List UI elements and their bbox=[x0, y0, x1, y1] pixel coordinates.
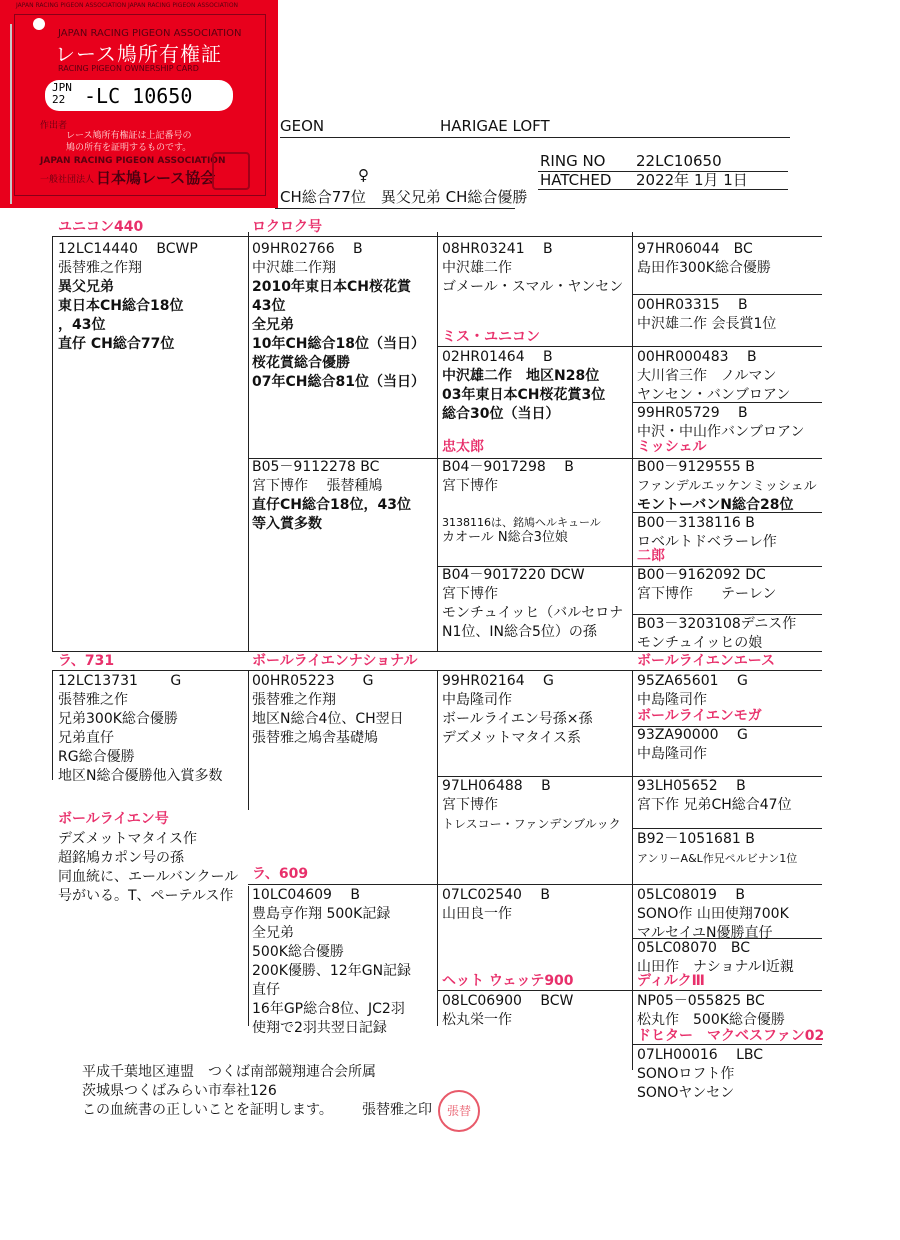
g4-b4-ring: B03－3203108デニス作 bbox=[637, 616, 797, 632]
g4-c2-ring: 93ZA90000 G bbox=[637, 727, 748, 743]
dds-block bbox=[442, 886, 550, 924]
card-notice-2: 鳩の所有を証明するものです。 bbox=[66, 143, 192, 153]
ss-breeder: 中沢雄二作翔 bbox=[252, 260, 336, 276]
ss-block bbox=[252, 240, 425, 392]
sdd-note-2: N1位、IN総合5位）の孫 bbox=[442, 624, 597, 640]
dss-block bbox=[442, 672, 592, 748]
g4-d4-ring: 07LH00016 LBC bbox=[637, 1047, 764, 1063]
g4-d2-note: 山田作 ナショナルⅠ近親 bbox=[637, 959, 794, 975]
ddd-breeder: 松丸栄一作 bbox=[442, 1012, 512, 1028]
g4-a4 bbox=[637, 404, 804, 442]
g4-a4-ring: 99HR05729 B bbox=[637, 405, 748, 421]
ssd-breeder: 中沢雄二作 地区N28位 bbox=[442, 368, 600, 384]
grid-h-c3 bbox=[632, 828, 822, 829]
g4-a2-ring: 00HR03315 B bbox=[637, 297, 748, 313]
dds-ring: 07LC02540 B bbox=[442, 887, 550, 903]
card-title-jp: レース鳩所有権証 bbox=[55, 42, 222, 66]
grid-h-d0 bbox=[248, 884, 822, 885]
dss-note-2: デズメットマタイス系 bbox=[442, 730, 582, 746]
grid-v3-top bbox=[632, 232, 633, 652]
g4-c2-name: ボールライエンモガ bbox=[637, 708, 762, 724]
g4-d3-ring: NP05－055825 BC bbox=[637, 993, 765, 1009]
g4-a1-note: 島田作300K総合優勝 bbox=[637, 260, 771, 276]
g4-d3-note: 松丸作 500K総合優勝 bbox=[637, 1012, 785, 1028]
dd-block bbox=[252, 886, 411, 1038]
summary-text: CH総合77位 異父兄弟 CH総合優勝 bbox=[280, 188, 528, 206]
g4-c2-note: 中島隆司作 bbox=[637, 746, 707, 762]
sss-ring: 08HR03241 B bbox=[442, 241, 553, 257]
sss-block bbox=[442, 240, 623, 297]
sds-ring: B04－9017298 B bbox=[442, 459, 574, 475]
card-ring-number: -LC 10650 bbox=[84, 84, 193, 108]
g4-d4-note-2: SONOヤンセン bbox=[637, 1085, 735, 1101]
g4-b1 bbox=[637, 458, 817, 515]
ss-name: ロクロク号 bbox=[252, 219, 322, 235]
g4-b2-note: ロベルトドベラーレ作 bbox=[637, 534, 777, 550]
sss-breeder: 中沢雄二作 bbox=[442, 260, 512, 276]
dsd-breeder: 宮下博作 bbox=[442, 797, 498, 813]
sdd-breeder: 宮下博作 bbox=[442, 586, 498, 602]
sd-note-2: 等入賞多数 bbox=[252, 516, 322, 532]
g4-d2-ring: 05LC08070 BC bbox=[637, 940, 751, 956]
card-edge-text: JAPAN RACING PIGEON ASSOCIATION JAPAN RACING PIGEON ASSOCIATION bbox=[16, 2, 239, 9]
dam-relative-name: ボールライエン号 bbox=[58, 811, 169, 827]
ds-block bbox=[252, 672, 404, 748]
g4-b3-note: 宮下博作 テーレン bbox=[637, 586, 777, 602]
ds-note-1: 地区N総合4位、CH翌日 bbox=[252, 711, 404, 727]
g4-b2-ring: B00－3138116 B bbox=[637, 515, 755, 531]
ring-label: RING NO bbox=[540, 152, 606, 170]
sss-note: ゴメール・スマル・ヤンセン bbox=[442, 279, 624, 295]
dd-name: ラ、609 bbox=[252, 866, 309, 882]
sire-note-3: ，43位 bbox=[58, 317, 106, 333]
ss-note-4: 10年CH総合18位（当日） bbox=[252, 336, 425, 352]
g4-a1-ring: 97HR06044 BC bbox=[637, 241, 753, 257]
ownership-card bbox=[0, 0, 278, 208]
ddd-ring: 08LC06900 BCW bbox=[442, 993, 574, 1009]
pigeon-label: GEON bbox=[280, 117, 325, 135]
g4-c4-ring: B92－1051681 B bbox=[637, 831, 755, 847]
footer-line-2: 茨城県つくばみらい市奉社126 bbox=[82, 1083, 277, 1099]
dd-note-6: 使翔で2羽共翌日記録 bbox=[252, 1020, 387, 1036]
g4-b3 bbox=[637, 566, 776, 604]
dam-block bbox=[58, 672, 222, 786]
card-jpn: JPN 22 bbox=[52, 81, 72, 106]
grid-v1-top bbox=[248, 232, 249, 652]
sdd-ring: B04－9017220 DCW bbox=[442, 567, 585, 583]
grid-v1-bot bbox=[248, 886, 249, 1026]
sds-name: 忠太郎 bbox=[442, 439, 484, 455]
g4-a1 bbox=[637, 240, 771, 278]
g4-c4-note: アンリーA&L作兄ペルビナン1位 bbox=[637, 852, 798, 865]
card-assoc-en-2: JAPAN RACING PIGEON ASSOCIATION bbox=[40, 156, 226, 166]
card-author-label: 作出者 bbox=[40, 121, 68, 131]
dam-relative-2: 超銘鳩カポン号の孫 bbox=[58, 850, 184, 866]
g4-c4 bbox=[637, 830, 797, 868]
ssd-name: ミス・ユニコン bbox=[442, 329, 540, 345]
footer-seal-mark: 印 bbox=[418, 1102, 432, 1118]
dd-note-2: 500K総合優勝 bbox=[252, 944, 344, 960]
g4-b3-ring: B00－9162092 DC bbox=[637, 567, 766, 583]
sire-breeder: 張替雅之作翔 bbox=[58, 260, 142, 276]
g4-c3-ring: 93LH05652 B bbox=[637, 778, 746, 794]
g4-b1-ring: B00－9129555 B bbox=[637, 459, 755, 475]
ds-ring: 00HR05223 G bbox=[252, 673, 374, 689]
card-wire bbox=[10, 24, 12, 204]
g4-c1 bbox=[637, 672, 748, 710]
ss-note-3: 全兄弟 bbox=[252, 317, 294, 333]
dd-breeder: 豊島亨作翔 500K記録 bbox=[252, 906, 391, 922]
ds-note-2: 張替雅之鳩舎基礎鳩 bbox=[252, 730, 378, 746]
dam-ring: 12LC13731 G bbox=[58, 673, 182, 689]
g4-a2-note: 中沢雄二作 会長賞1位 bbox=[637, 316, 777, 332]
card-seal-stamp bbox=[212, 152, 250, 190]
sire-block bbox=[58, 240, 198, 354]
sex-symbol: ♀ bbox=[358, 166, 369, 184]
g4-b1-note-1: ファンデルエッケンミッシェル bbox=[637, 479, 817, 494]
g4-d1-ring: 05LC08019 B bbox=[637, 887, 745, 903]
g4-d3 bbox=[637, 992, 785, 1030]
g4-b4 bbox=[637, 615, 796, 653]
sd-ring: B05－9112278 BC bbox=[252, 459, 380, 475]
g4-c2 bbox=[637, 726, 748, 764]
g4-d1 bbox=[637, 886, 789, 943]
dd-ring: 10LC04609 B bbox=[252, 887, 360, 903]
hatched-rule bbox=[538, 189, 788, 190]
sire-name: ユニコン440 bbox=[58, 219, 144, 235]
dam-relative-1: デズメットマタイス作 bbox=[58, 831, 198, 847]
header-rule bbox=[280, 137, 790, 138]
dd-note-5: 16年GP総合8位、JC2羽 bbox=[252, 1001, 405, 1017]
grid-h-a1 bbox=[632, 294, 822, 295]
sds-breeder: 宮下博作 bbox=[442, 478, 498, 494]
dd-note-3: 200K優勝、12年GN記録 bbox=[252, 963, 412, 979]
dam-relative-block bbox=[58, 830, 238, 906]
dam-note-4: 地区N総合優勝他入賞多数 bbox=[58, 768, 223, 784]
g4-a3-note-1: 大川省三作 ノルマン bbox=[637, 368, 777, 384]
ssd-note-2: 総合30位（当日） bbox=[442, 406, 560, 422]
card-title-en: RACING PIGEON OWNERSHIP CARD bbox=[58, 64, 199, 73]
sire-note-4: 直仔 CH総合77位 bbox=[58, 336, 175, 352]
sds-block bbox=[442, 458, 574, 496]
grid-v2-top bbox=[437, 232, 438, 652]
g4-a3 bbox=[637, 348, 790, 405]
card-notice-1: レース鳩所有権証は上記番号の bbox=[66, 131, 192, 141]
sire-note-1: 異父兄弟 bbox=[58, 279, 114, 295]
ssd-block bbox=[442, 348, 605, 424]
g4-d4 bbox=[637, 1046, 763, 1103]
g4-b4-note: モンチュイッヒの娘 bbox=[637, 635, 763, 651]
dds-breeder: 山田良一作 bbox=[442, 906, 512, 922]
ss-note-2: 43位 bbox=[252, 298, 286, 314]
dss-note-1: ボールライエン号孫×孫 bbox=[442, 711, 593, 727]
g4-d2-name: ディルクⅢ bbox=[637, 973, 705, 989]
hatched-value: 2022年 1月 1日 bbox=[636, 171, 748, 189]
dsd-block bbox=[442, 777, 621, 834]
g4-b1-name: ミッシェル bbox=[637, 439, 707, 455]
dss-ring: 99HR02164 G bbox=[442, 673, 554, 689]
sds-note-2: カオール N総合3位娘 bbox=[442, 530, 568, 545]
sd-note-1: 直仔CH総合18位，43位 bbox=[252, 497, 411, 513]
g4-c1-note: 中島隆司作 bbox=[637, 692, 707, 708]
sdd-note-1: モンチュイッヒ（バルセロナ bbox=[442, 605, 624, 621]
card-punch-hole bbox=[33, 18, 45, 30]
dss-breeder: 中島隆司作 bbox=[442, 692, 512, 708]
grid-v0-top bbox=[52, 236, 53, 652]
g4-c3-note: 宮下作 兄弟CH総合47位 bbox=[637, 797, 792, 813]
ssd-note-1: 03年東日本CH桜花賞3位 bbox=[442, 387, 606, 403]
hatched-label: HATCHED bbox=[540, 171, 612, 189]
ring-value: 22LC10650 bbox=[636, 152, 722, 170]
grid-v3-bot bbox=[632, 670, 633, 1070]
ss-note-6: 07年CH総合81位（当日） bbox=[252, 374, 425, 390]
footer-line-3: この血統書の正しいことを証明します。 bbox=[82, 1102, 333, 1118]
footer-line-1: 平成千葉地区連盟 つくば南部競翔連合会所属 bbox=[82, 1064, 376, 1080]
g4-b1-note-2: モントーバンN総合28位 bbox=[637, 497, 794, 513]
summary-rule bbox=[275, 208, 515, 209]
g4-c1-name: ボールライエンエース bbox=[637, 653, 776, 669]
dd-note-4: 直仔 bbox=[252, 982, 280, 998]
signer-seal-stamp: 張替 bbox=[438, 1090, 480, 1132]
ddd-block bbox=[442, 992, 573, 1030]
card-assoc-en: JAPAN RACING PIGEON ASSOCIATION bbox=[58, 28, 242, 39]
dam-relative-3: 同血統に、エールバンクール bbox=[58, 869, 239, 885]
dam-note-1: 兄弟300K総合優勝 bbox=[58, 711, 178, 727]
g4-d4-name: ドヒター マクベスファン02 bbox=[637, 1028, 825, 1044]
sd-breeder: 宮下博作 張替種鳩 bbox=[252, 478, 383, 494]
grid-v1-mid bbox=[248, 670, 249, 810]
g4-c3 bbox=[637, 777, 792, 815]
dam-name: ラ、731 bbox=[58, 653, 115, 669]
card-assoc-jp: 日本鳩レース協会 bbox=[96, 169, 216, 187]
loft-name: HARIGAE LOFT bbox=[440, 117, 550, 135]
dam-note-3: RG総合優勝 bbox=[58, 749, 135, 765]
dsd-note: トレスコー・ファンデンブルック bbox=[442, 817, 621, 831]
grid-h-top bbox=[52, 236, 822, 237]
ds-name: ボールライエンナショナル bbox=[252, 653, 418, 669]
ss-ring: 09HR02766 B bbox=[252, 241, 363, 257]
dam-breeder: 張替雅之作 bbox=[58, 692, 128, 708]
dd-note-1: 全兄弟 bbox=[252, 925, 294, 941]
footer-signer: 張替雅之 bbox=[362, 1102, 418, 1118]
ssd-ring: 02HR01464 B bbox=[442, 349, 553, 365]
ss-note-5: 桜花賞総合優勝 bbox=[252, 355, 350, 371]
sdd-block bbox=[442, 566, 623, 642]
ds-breeder: 張替雅之作翔 bbox=[252, 692, 336, 708]
sds-note-1: 3138116は、銘鳩ヘルキュール bbox=[442, 516, 601, 529]
grid-v2-bot bbox=[437, 670, 438, 1026]
g4-b3-name: 二郎 bbox=[637, 548, 665, 564]
g4-a3-note-2: ヤンセン・バンブロアン bbox=[637, 387, 791, 403]
g4-a2 bbox=[637, 296, 776, 334]
g4-c1-ring: 95ZA65601 G bbox=[637, 673, 748, 689]
ddd-name: ヘット ウェッテ900 bbox=[442, 973, 574, 989]
g4-d4-note-1: SONOロフト作 bbox=[637, 1066, 735, 1082]
ss-note-1: 2010年東日本CH桜花賞 bbox=[252, 279, 411, 295]
g4-d1-note-2: マルセイユN優勝直仔 bbox=[637, 925, 773, 941]
sire-ring: 12LC14440 BCWP bbox=[58, 241, 198, 257]
g4-d1-note-1: SONO作 山田使翔700K bbox=[637, 906, 789, 922]
card-assoc-jp-prefix: 一般社団法人 bbox=[40, 175, 95, 185]
g4-a3-ring: 00HR000483 B bbox=[637, 349, 757, 365]
dam-relative-4: 号がいる。T、ペーテルス作 bbox=[58, 888, 234, 904]
sd-block bbox=[252, 458, 411, 534]
dsd-ring: 97LH06488 B bbox=[442, 778, 551, 794]
grid-v0-bot bbox=[52, 670, 53, 780]
sire-note-2: 東日本CH総合18位 bbox=[58, 298, 184, 314]
g4-a4-note: 中沢・中山作バンブロアン bbox=[637, 424, 805, 440]
dam-note-2: 兄弟直仔 bbox=[58, 730, 114, 746]
